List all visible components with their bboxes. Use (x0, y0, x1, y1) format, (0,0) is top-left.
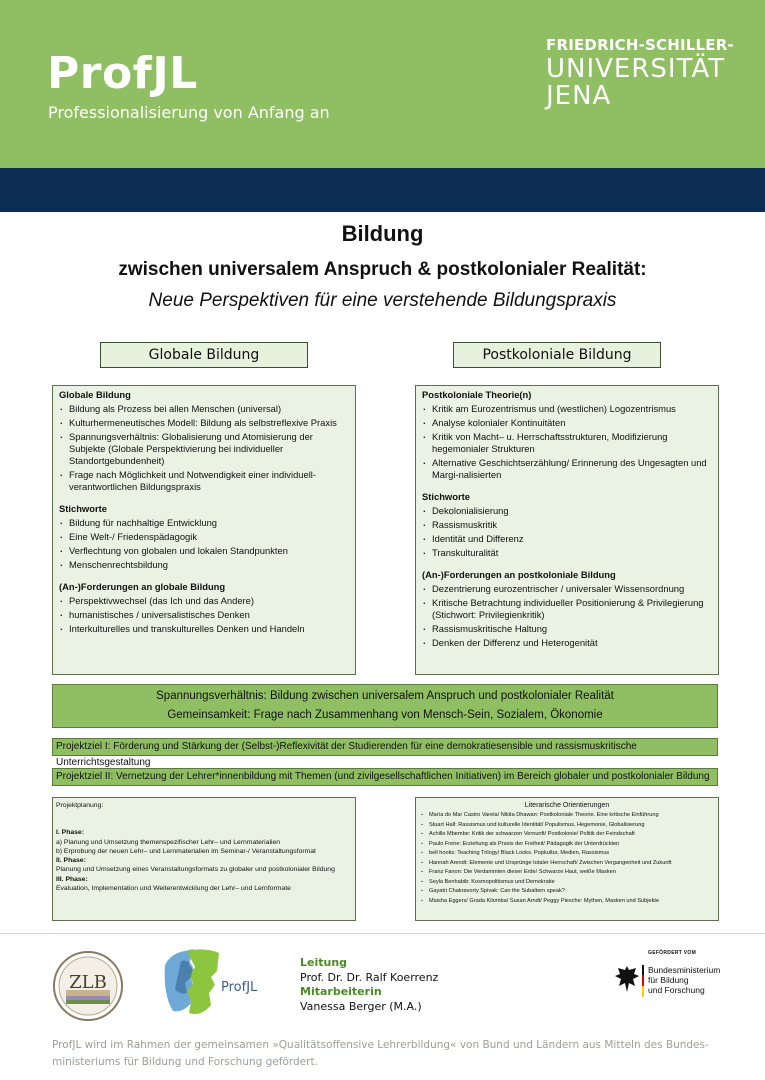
bmbf-line-1: Bundesministerium (648, 965, 721, 975)
university-line-3: JENA (546, 81, 612, 111)
navy-band (0, 168, 765, 212)
pill-globale-bildung: Globale Bildung (100, 342, 308, 368)
banner-line-2: Gemeinsamkeit: Frage nach Zusammenhang von Mensch-Sein, Sozialem, Ökonomie (167, 709, 603, 721)
list-item: . Franz Fanon: Die Verdammten dieser Erde/ Schwarze Haut, weiße Masken (419, 868, 715, 878)
section-title: Stichworte (422, 491, 470, 502)
zlb-logo-icon (52, 950, 124, 1022)
list-item: . Achille Mbembe: Kritik der schwarzen Vernunft/ Postkolonie/ Politik der Feindschaft (419, 830, 715, 840)
phase-3-title: III. Phase: (56, 875, 88, 883)
list-item: . Spannungsverhältnis: Globalisierung und Atomisierung der Subjekte (Globale Perspektivierung bei individueller Standortgebundenheit) (59, 431, 349, 467)
profjl-logo-text: ProfJL (221, 980, 258, 995)
list-item: . Alternative Geschichtserzählung/ Erinnerung des Ungesagten und Margi-nalisierten (422, 457, 712, 481)
bmbf-text (648, 965, 720, 995)
planning-title: Projektplanung: (56, 802, 104, 809)
projektplanung-box (52, 797, 356, 921)
postkoloniale-bildung-box (415, 385, 719, 675)
section-title: Globale Bildung (59, 389, 131, 400)
list-item: . Gayatri Chakravorty Spivak: Can the Subaltern speak? (419, 887, 715, 897)
list-item: . Kulturhermeneutisches Modell: Bildung als selbstreflexive Praxis (59, 417, 349, 429)
list-item: . Bildung als Prozess bei allen Menschen (universal) (59, 403, 349, 415)
bmbf-line-3: und Forschung (648, 985, 705, 995)
list-item: . humanistisches / universalistisches Denken (59, 609, 349, 621)
list-item: . Interkulturelles und transkulturelles Denken und Handeln (59, 623, 349, 635)
funding-footer: ProfJL wird im Rahmen der gemeinsamen »Qualitätsoffensive Lehrerbildung« von Bund und Ländern aus Mitteln des Bundes-ministeriums für Bildung und Forschung gefördert. (52, 1039, 709, 1068)
leitung-name: Prof. Dr. Dr. Ralf Koerrenz (300, 970, 439, 984)
section-title: Postkoloniale Theorie(n) (422, 389, 532, 400)
phase-3-text: Evaluation, Implementation und Weiterentwicklung der Lehr– und Lernformate (56, 885, 291, 893)
bullet-list (422, 583, 712, 649)
list-item: . Bildung für nachhaltige Entwicklung (59, 517, 349, 529)
list-item: . Verflechtung von globalen und lokalen Standpunkten (59, 545, 349, 557)
list-item: . Maisha Eggers/ Grada Kilomba/ Susan Arndt/ Peggy Piesche: Mythen, Masken und Subjekte (419, 897, 715, 907)
list-item: . Menschenrechtsbildung (59, 559, 349, 571)
literature-list (419, 811, 715, 906)
list-item: . Transkulturalität (422, 547, 712, 559)
phase-2-text: Planung und Umsetzung eines Veranstaltungsformats zu globaler und postkolonialer Bildung (56, 866, 335, 874)
brand-tagline: Professionalisierung von Anfang an (48, 103, 330, 122)
list-item: . bell hooks: Teaching Trilogy/ Black Looks. Popkultur, Medien, Rassismus (419, 849, 715, 859)
section-title: (An-)Forderungen an globale Bildung (59, 581, 226, 592)
gefoerdert-label: GEFÖRDERT VOM (648, 950, 697, 956)
list-item: . Analyse kolonialer Kontinuitäten (422, 417, 712, 429)
list-item: . Dekolonialisierung (422, 505, 712, 517)
page-tagline: Neue Perspektiven für eine verstehende Bildungspraxis (148, 290, 617, 311)
section-title: Stichworte (59, 503, 107, 514)
pill-postkoloniale-bildung: Postkoloniale Bildung (453, 342, 661, 368)
list-item: . Rassismuskritische Haltung (422, 623, 712, 635)
footer-divider (0, 933, 765, 934)
phase-1-b: b) Erprobung der neuen Lehr– und Lernmaterialien im Seminar-/ Veranstaltungsformat (56, 847, 316, 855)
header-band (0, 0, 765, 168)
globale-bildung-box (52, 385, 356, 675)
eagle-icon (614, 964, 640, 994)
flag-stripe-red (642, 975, 644, 986)
phase-1-title: I. Phase: (56, 829, 84, 837)
banner-line-1: Spannungsverhältnis: Bildung zwischen universalem Anspruch und postkolonialer Realität (156, 690, 614, 702)
list-item: . Rassismuskritik (422, 519, 712, 531)
list-item: . Identität und Differenz (422, 533, 712, 545)
projektziel-2: Projektziel II: Vernetzung der Lehrer*innenbildung mit Themen (und zivilgesellschaftlichen Initiativen) im Bereich globaler und postkolonialer Bildung (52, 768, 718, 786)
bullet-list (59, 403, 349, 493)
university-line-1: FRIEDRICH-SCHILLER- (546, 36, 734, 54)
list-item: . Seyla Benhabib: Kosmopolitismus und Demokratie (419, 878, 715, 888)
page-subtitle: zwischen universalem Anspruch & postkolonialer Realität: (118, 259, 647, 280)
mitarbeiterin-label: Mitarbeiterin (300, 985, 382, 998)
list-item: . Eine Welt-/ Friedenspädagogik (59, 531, 349, 543)
university-line-2: UNIVERSITÄT (546, 54, 726, 84)
bullet-list (422, 403, 712, 481)
list-item: . Hannah Arendt: Elemente und Ursprünge totaler Herrschaft/ Zwischen Vergangenheit und Zukunft (419, 859, 715, 869)
page-title: Bildung (341, 221, 424, 246)
phase-1-a: a) Planung und Umsetzung themenspezifischer Lehr– und Lernmaterialien (56, 838, 281, 846)
list-item: . Perspektivwechsel (das Ich und das Andere) (59, 595, 349, 607)
bullet-list (59, 595, 349, 635)
brand-title: ProfJL (47, 48, 198, 99)
section-title: (An-)Forderungen an postkoloniale Bildung (422, 569, 616, 580)
tension-banner (52, 684, 718, 728)
list-item: . Kritik von Macht– u. Herrschaftsstrukturen, Modifizierung hegemonialer Strukturen (422, 431, 712, 455)
literature-title: Literarische Orientierungen (524, 802, 610, 809)
projektziel-1: Projektziel I: Förderung und Stärkung der (Selbst-)Reflexivität der Studierenden für eine demokratiesensible und rassismuskritische Unterrichtsgestaltung (52, 738, 718, 756)
profjl-logo-icon (163, 945, 273, 1022)
leitung-block (300, 956, 438, 1014)
bmbf-line-2: für Bildung (648, 975, 689, 985)
phase-2-title: II. Phase: (56, 857, 86, 865)
literatur-box (415, 797, 719, 921)
bullet-list (422, 505, 712, 559)
list-item: . Dezentrierung eurozentrischer / universaler Wissensordnung (422, 583, 712, 595)
bullet-list (59, 517, 349, 571)
university-logo (546, 38, 734, 109)
list-item: . Paulo Freire: Erziehung als Praxis der Freiheit/ Pädagogik der Unterdrückten (419, 840, 715, 850)
list-item: . Denken der Differenz und Heterogenität (422, 637, 712, 649)
mitarbeiterin-name: Vanessa Berger (M.A.) (300, 999, 422, 1013)
list-item: . Stuart Hall: Rassismus und kulturelle Identität/ Populismus, Hegemonie, Globalisierung (419, 821, 715, 831)
list-item: . Frage nach Möglichkeit und Notwendigkeit einer individuell-verantwortlichen Bildungspraxis (59, 469, 349, 493)
flag-stripe-gold (642, 986, 644, 997)
list-item: . Kritische Betrachtung individueller Positionierung & Privilegierung (Stichwort: Privilegienkritik) (422, 597, 712, 621)
bmbf-logo (612, 950, 722, 1002)
list-item: . María do Mar Castro Varela/ Nikita Dhawan: Postkoloniale Theorie. Eine kritische Einführung (419, 811, 715, 821)
list-item: . Kritik am Eurozentrismus und (westlichen) Logozentrismus (422, 403, 712, 415)
leitung-label: Leitung (300, 956, 348, 969)
zlb-letters: ZLB (69, 972, 107, 993)
